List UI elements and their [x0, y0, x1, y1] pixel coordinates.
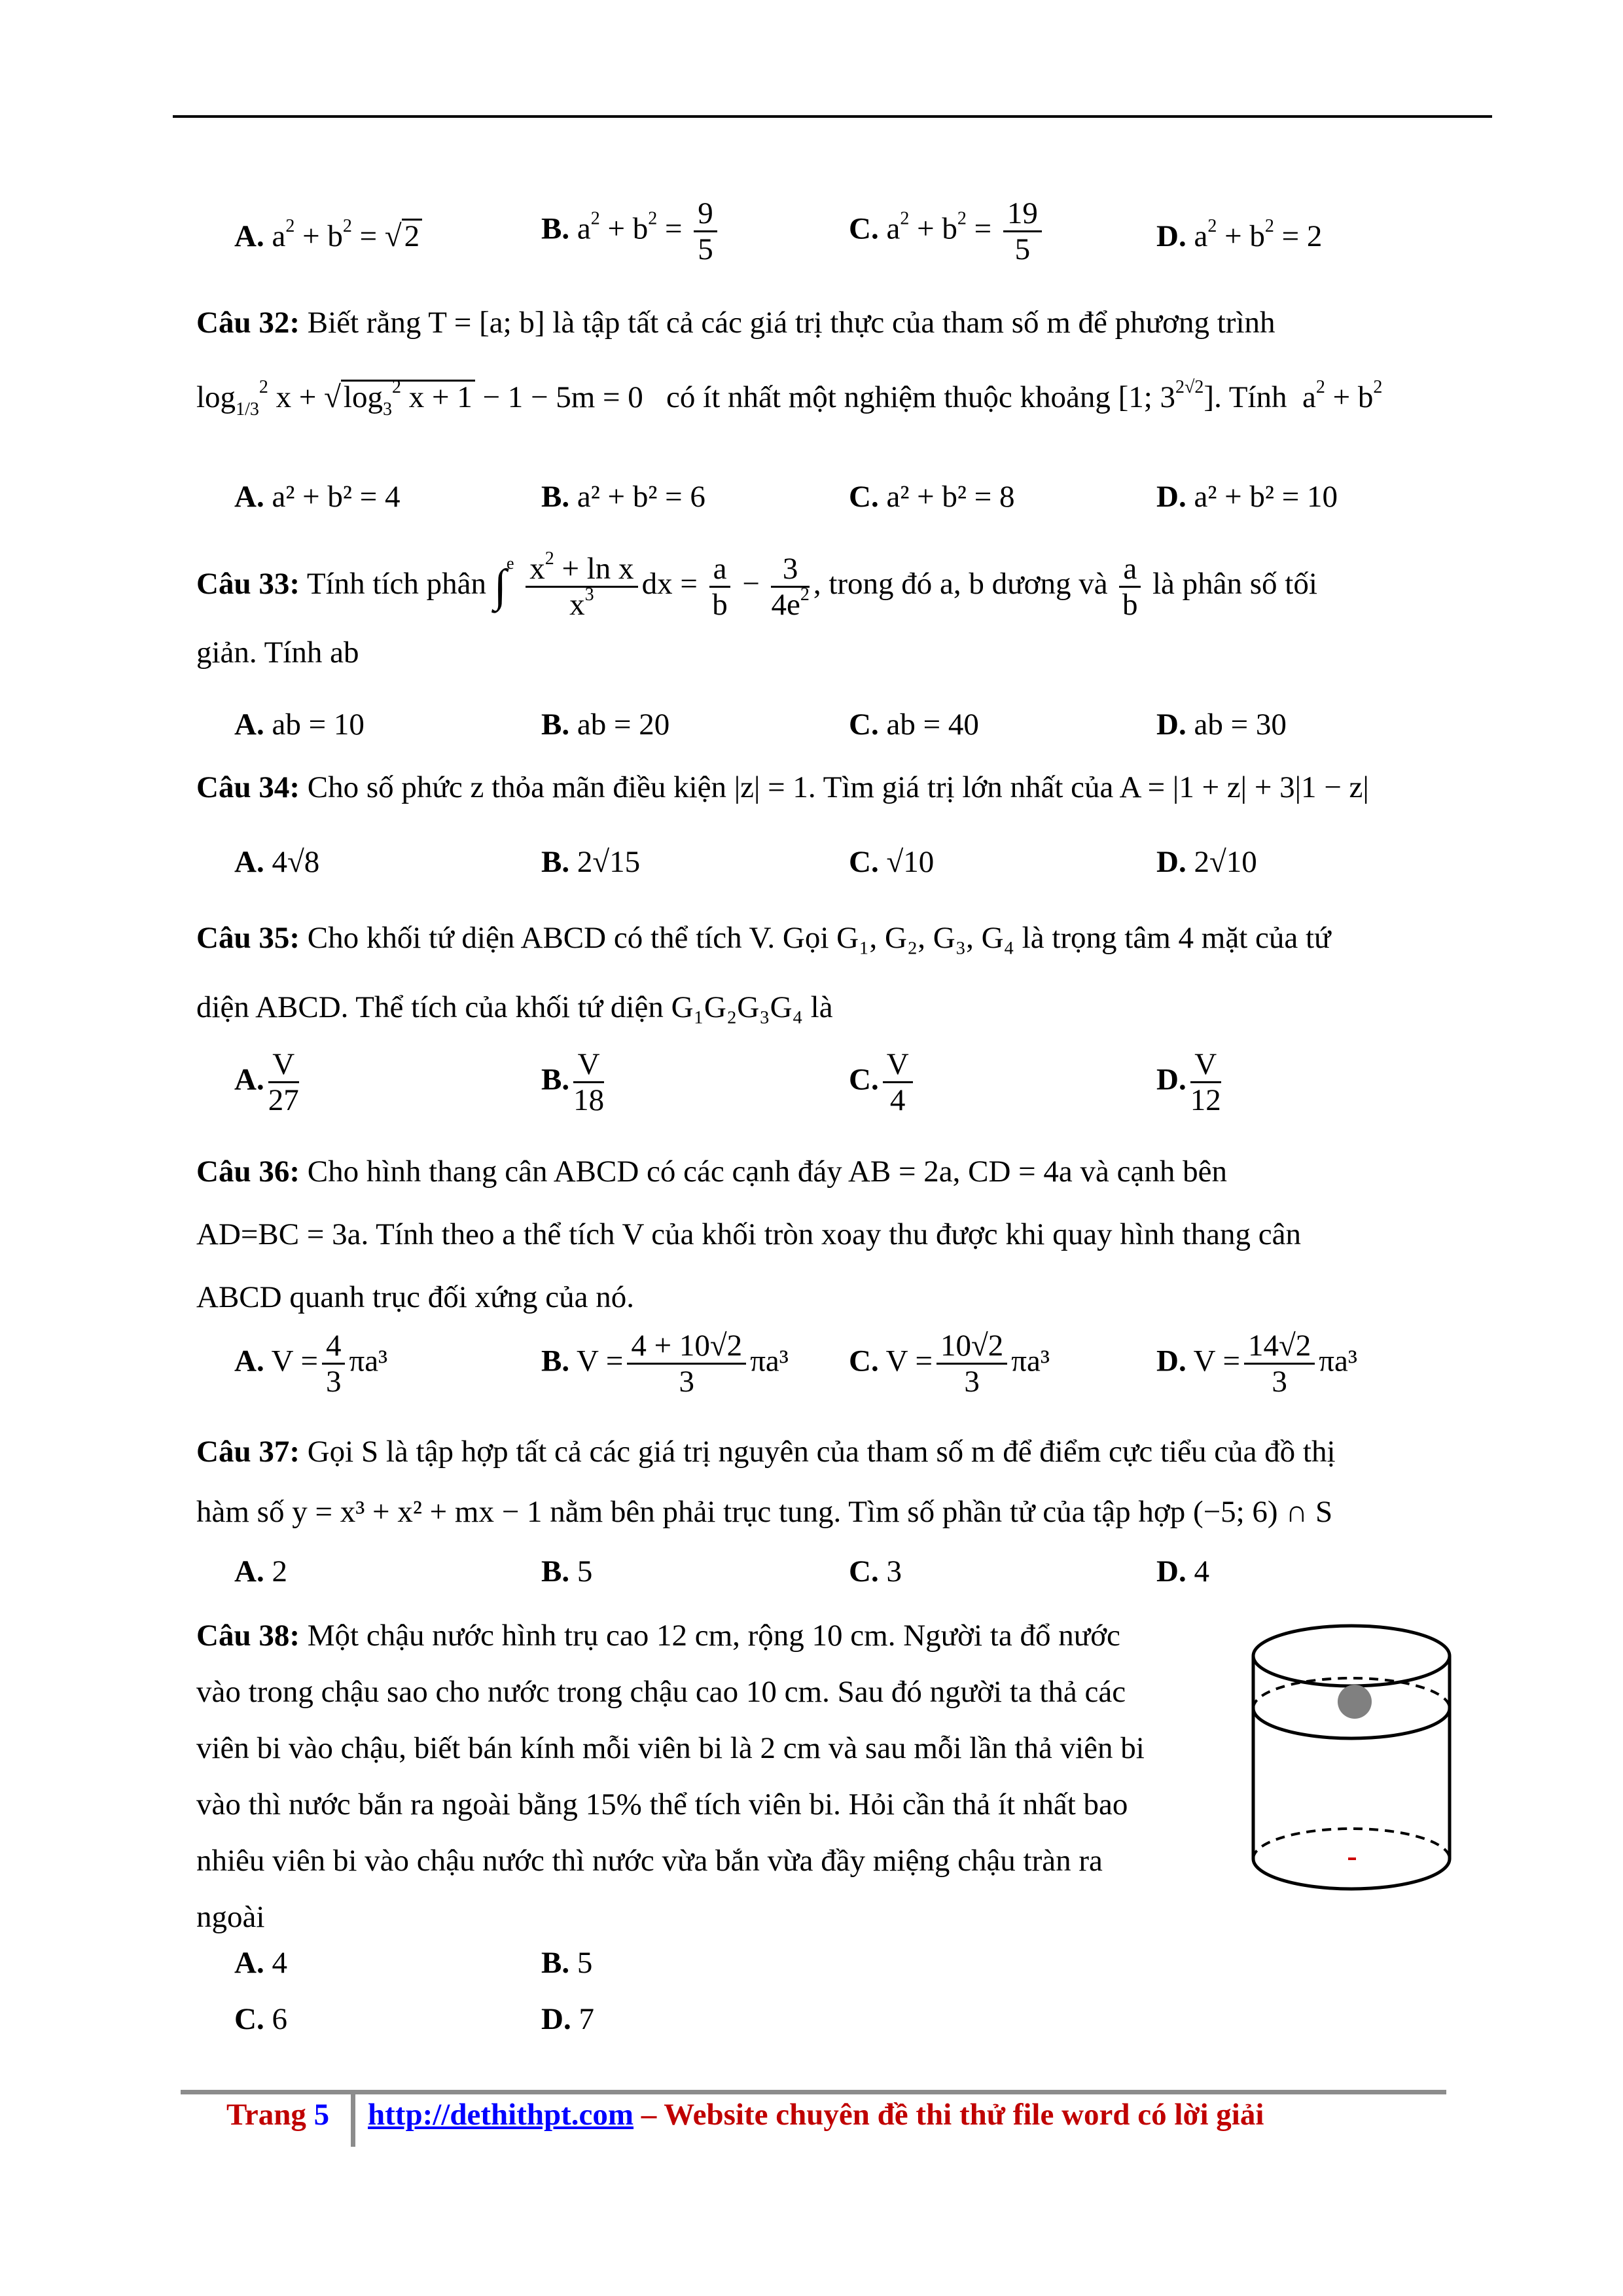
q36-label: Câu 36: [196, 1155, 300, 1189]
q38-option-c: C. 6 [234, 2002, 287, 2036]
question-32: Câu 32: Biết rằng T = [a; b] là tập tất cả các giá trị thực của tham số m để phương trình $\log_{1/3}^2 x + √\log_3^2$ x + 1 − 1 − 5m = 0 có ít nhất một nghiệm thuộc khoảng [1; $3^{2√2}$]. Tính $a^2 + b^2$ [196, 302, 1427, 418]
q32-option-b: B. a² + b² = 6 [541, 480, 705, 514]
q33-line2: giản. Tính ab [196, 636, 359, 670]
footer-site [368, 2097, 1264, 2132]
q36-option-b: B. V = $\frac{4 + 10√2}{3}$ πa³ [541, 1329, 789, 1399]
q31-options [196, 196, 1427, 281]
marble [1338, 1685, 1372, 1719]
cylinder-top-ellipse [1253, 1626, 1450, 1686]
q38-options-row1 [196, 1943, 1427, 1988]
question-38: Câu 38: Một chậu nước hình trụ cao 12 cm, rộng 10 cm. Người ta đổ nước vào trong chậu sao cho nước trong chậu cao 10 cm. Sau đó người ta thả các viên bi vào chậu, biết bán kính mỗi viên bi là 2 cm và sau mỗi lần thả viên bi vào thì nước bắn ra ngoài bằng 15% thể tích viên bi. Hỏi cần thả ít nhất bao nhiêu viên bi vào chậu nước thì nước vừa bắn vừa đầy miệng chậu tràn ra ngoài [196, 1619, 1145, 1934]
q31-option-a: A. $a^2 + b^2 = √2$ [234, 216, 422, 257]
q34-label: Câu 34: [196, 770, 300, 804]
q37-label: Câu 37: [196, 1435, 300, 1469]
q32-option-a: A. a² + b² = 4 [234, 480, 401, 514]
q35-option-d: D. $\frac{V}{12}$ [1156, 1047, 1221, 1117]
q33-option-c: C. ab = 40 [849, 708, 979, 742]
cylinder-bottom-back [1253, 1829, 1450, 1859]
q36-option-c: C. V = $\frac{10√2}{3}$ πa³ [849, 1329, 1050, 1399]
q34-option-a: A. 4√8 [234, 845, 320, 879]
q37-option-d: D. 4 [1156, 1554, 1209, 1588]
cylinder-figure [1243, 1617, 1459, 1905]
footer-tagline: – Website chuyên đề thi thử file word có lời giải [633, 2098, 1264, 2132]
q36-options [196, 1329, 1427, 1414]
q37-option-b: B. 5 [541, 1554, 593, 1588]
q31-option-c: C. $a^2 + b^2$ = $\frac{19}{5}$ [849, 196, 1046, 266]
q32-option-c: C. a² + b² = 8 [849, 480, 1015, 514]
header-rule [173, 115, 1492, 118]
q35-options [196, 1047, 1427, 1132]
q38-label: Câu 38: [196, 1619, 300, 1653]
q37-options [196, 1551, 1427, 1597]
q35-line2: diện ABCD. Thể tích của khối tứ diện G₁G₂G₃G₄ là [196, 990, 833, 1024]
q34-option-c: C. √10 [849, 845, 935, 879]
q33-option-a: A. ab = 10 [234, 708, 365, 742]
q31-option-d: D. $a^2 + b^2 = 2$ [1156, 216, 1323, 253]
q35-option-a: A. $\frac{V}{27}$ [234, 1047, 299, 1117]
q33-label: Câu 33: [196, 567, 300, 601]
cylinder-bottom-front [1253, 1859, 1450, 1889]
q33-option-d: D. ab = 30 [1156, 708, 1287, 742]
footer-divider [351, 2092, 355, 2147]
q38-option-a: A. 4 [234, 1946, 287, 1980]
q38-option-b: B. 5 [541, 1946, 593, 1980]
q31-option-b: B. $a^2 + b^2$ = $\frac{9}{5}$ [541, 196, 721, 266]
q35-option-c: C. $\frac{V}{4}$ [849, 1047, 917, 1117]
footer-page: Trang 5 [226, 2098, 330, 2132]
q32-options [196, 476, 1427, 522]
q38-options-row2 [196, 1999, 1427, 2045]
page-number: 5 [313, 2098, 330, 2132]
q33-option-b: B. ab = 20 [541, 708, 670, 742]
q36-option-d: D. V = $\frac{14√2}{3}$ πa³ [1156, 1329, 1357, 1399]
q35-label: Câu 35: [196, 921, 300, 955]
q34-option-b: B. 2√15 [541, 845, 641, 879]
website-link[interactable]: http://dethithpt.com [368, 2098, 634, 2132]
question-37: Câu 37: Gọi S là tập hợp tất cả các giá trị nguyên của tham số m để điểm cực tiểu của đồ thị hàm số y = x³ + x² + mx − 1 nằm bên phải trục tung. Tìm số phần tử của tập hợp (−5; 6) ∩ S [196, 1435, 1336, 1529]
q32-option-d: D. a² + b² = 10 [1156, 480, 1338, 514]
question-36: Câu 36: Cho hình thang cân ABCD có các cạnh đáy AB = 2a, CD = 4a và cạnh bên AD=BC = 3a. Tính theo a thể tích V của khối tròn xoay thu được khi quay hình thang cân ABCD quanh trục đối xứng của nó. [196, 1155, 1302, 1314]
q37-option-a: A. 2 [234, 1554, 287, 1588]
q33-options [196, 704, 1427, 750]
q37-option-c: C. 3 [849, 1554, 902, 1588]
q36-option-a: A. V = $\frac{4}{3}$ πa³ [234, 1329, 388, 1399]
question-34: Câu 34: Cho số phức z thỏa mãn điều kiện |z| = 1. Tìm giá trị lớn nhất của A = |1 + z| + 3|1 − z| [196, 770, 1369, 804]
q38-option-d: D. 7 [541, 2002, 594, 2036]
q32-label: Câu 32: [196, 306, 300, 340]
question-35: Câu 35: Cho khối tứ diện ABCD có thể tích V. Gọi G₁, G₂, G₃, G₄ là trọng tâm 4 mặt của tứ diện ABCD. Thể tích của khối tứ diện G₁G₂G₃G₄ là [196, 903, 1427, 1042]
q32-equation: $\log_{1/3}^2 x + √\log_3^2$ x + 1 − 1 − 5m = 0 có ít nhất một nghiệm thuộc khoảng [1; $3^{2√2}$]. Tính $a^2 + b^2$ [196, 377, 1383, 420]
question-33: Câu 33: Tính tích phân ∫$^e$ $\frac{x^2 + \ln x}{x^3}$ dx = $\frac{a}{b}$ − $\frac{3}{4e^2}$ , trong đó a, b dương và $\frac{a}{b}$ là phân số tối giản. Tính ab [196, 543, 1427, 673]
q34-option-d: D. 2√10 [1156, 845, 1257, 879]
footer-rule [181, 2090, 1446, 2094]
q35-option-b: B. $\frac{V}{18}$ [541, 1047, 605, 1117]
q34-options [196, 842, 1427, 888]
